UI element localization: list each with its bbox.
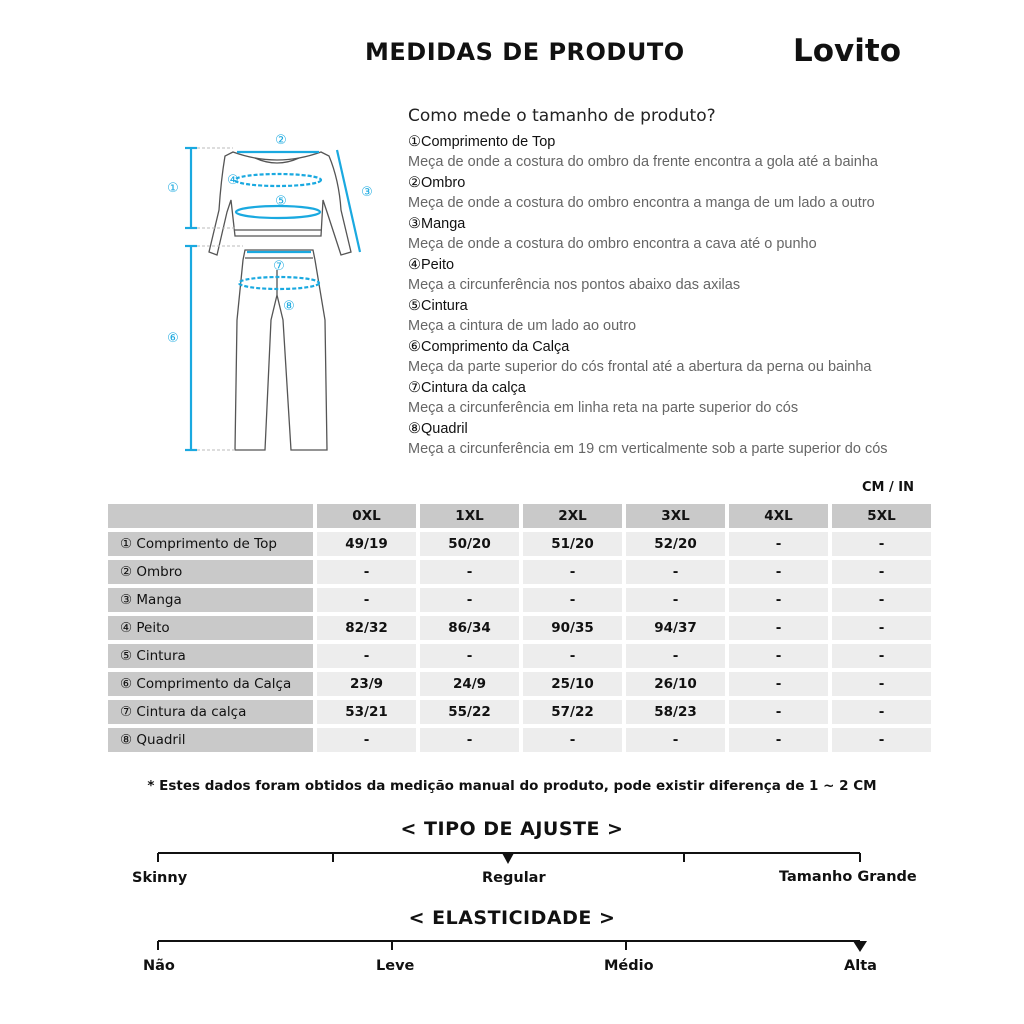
elasticity-label-leve: Leve bbox=[376, 958, 415, 974]
table-cell: 51/20 bbox=[523, 532, 622, 556]
size-header: 4XL bbox=[729, 504, 828, 528]
table-cell: - bbox=[832, 700, 931, 724]
table-cell: - bbox=[420, 560, 519, 584]
table-cell: - bbox=[420, 644, 519, 668]
guide-item-name: ①Comprimento de Top bbox=[408, 134, 556, 150]
table-cell: 55/22 bbox=[420, 700, 519, 724]
fit-label-large: Tamanho Grande bbox=[779, 869, 917, 885]
table-cell: 53/21 bbox=[317, 700, 416, 724]
table-cell: - bbox=[832, 560, 931, 584]
guide-item-desc: Meça a circunferência em 19 cm verticalmente sob a parte superior do cós bbox=[408, 441, 888, 457]
guide-item-name: ④Peito bbox=[408, 257, 455, 273]
table-cell: - bbox=[729, 588, 828, 612]
guide-item-desc: Meça de onde a costura do ombro encontra a cava até o punho bbox=[408, 236, 817, 252]
table-cell: - bbox=[729, 532, 828, 556]
table-cell: - bbox=[832, 616, 931, 640]
table-cell: 58/23 bbox=[626, 700, 725, 724]
elasticity-label-nao: Não bbox=[143, 958, 175, 974]
size-header: 3XL bbox=[626, 504, 725, 528]
marker-4: ④ bbox=[227, 173, 239, 188]
table-cell: - bbox=[523, 588, 622, 612]
table-cell: - bbox=[729, 560, 828, 584]
table-cell: 50/20 bbox=[420, 532, 519, 556]
guide-item-desc: Meça a circunferência em linha reta na parte superior do cós bbox=[408, 400, 799, 416]
marker-5: ⑤ bbox=[275, 194, 287, 209]
elasticity-pointer-icon bbox=[853, 941, 867, 952]
table-cell: 26/10 bbox=[626, 672, 725, 696]
fit-title: < TIPO DE AJUSTE > bbox=[400, 818, 624, 840]
row-label: ① Comprimento de Top bbox=[108, 532, 313, 556]
table-cell: - bbox=[626, 588, 725, 612]
row-label: ⑥ Comprimento da Calça bbox=[108, 672, 313, 696]
elasticity-label-medio: Médio bbox=[604, 958, 654, 974]
table-cell: - bbox=[420, 588, 519, 612]
table-cell: - bbox=[626, 728, 725, 752]
row-label: ② Ombro bbox=[108, 560, 313, 584]
guide-item-name: ③Manga bbox=[408, 216, 466, 232]
size-header: 5XL bbox=[832, 504, 931, 528]
table-cell: 23/9 bbox=[317, 672, 416, 696]
guide-item-desc: Meça a circunferência nos pontos abaixo das axilas bbox=[408, 277, 741, 293]
table-cell: - bbox=[317, 560, 416, 584]
row-label: ⑧ Quadril bbox=[108, 728, 313, 752]
size-header: 0XL bbox=[317, 504, 416, 528]
marker-1: ① bbox=[167, 181, 179, 196]
table-cell: - bbox=[626, 560, 725, 584]
marker-3: ③ bbox=[361, 185, 373, 200]
size-header: 2XL bbox=[523, 504, 622, 528]
size-header: 1XL bbox=[420, 504, 519, 528]
guide-item-name: ⑧Quadril bbox=[408, 421, 468, 437]
guide-item-desc: Meça da parte superior do cós frontal até a abertura da perna ou bainha bbox=[408, 359, 872, 375]
page-title: MEDIDAS DE PRODUTO bbox=[365, 38, 685, 66]
marker-6: ⑥ bbox=[167, 331, 179, 346]
fit-pointer-icon bbox=[502, 853, 514, 864]
guide-item-desc: Meça de onde a costura do ombro encontra a manga de um lado a outro bbox=[408, 195, 875, 211]
measurement-note: * Estes dados foram obtidos da medição manual do produto, pode existir diferença de 1 ~ 2 CM bbox=[147, 778, 877, 794]
guide-item-name: ⑥Comprimento da Calça bbox=[408, 339, 570, 355]
table-cell: - bbox=[832, 672, 931, 696]
table-cell: - bbox=[832, 644, 931, 668]
guide-item-desc: Meça a cintura de um lado ao outro bbox=[408, 318, 637, 334]
table-cell: - bbox=[832, 728, 931, 752]
guide-item-name: ⑤Cintura bbox=[408, 298, 468, 314]
table-cell: - bbox=[729, 728, 828, 752]
fit-label-regular: Regular bbox=[482, 870, 546, 886]
guide-item-name: ⑦Cintura da calça bbox=[408, 380, 526, 396]
table-cell: - bbox=[523, 560, 622, 584]
table-cell: - bbox=[626, 644, 725, 668]
table-cell: 24/9 bbox=[420, 672, 519, 696]
table-cell: - bbox=[729, 616, 828, 640]
table-cell: - bbox=[523, 644, 622, 668]
unit-label: CM / IN bbox=[862, 480, 914, 495]
elasticity-title: < ELASTICIDADE > bbox=[408, 907, 616, 929]
brand-logo: Lovito bbox=[793, 33, 902, 69]
table-cell: 57/22 bbox=[523, 700, 622, 724]
marker-7: ⑦ bbox=[273, 259, 285, 274]
fit-label-skinny: Skinny bbox=[132, 870, 188, 886]
table-cell: - bbox=[317, 644, 416, 668]
row-label: ④ Peito bbox=[108, 616, 313, 640]
guide-item-name: ②Ombro bbox=[408, 175, 466, 191]
row-label: ⑤ Cintura bbox=[108, 644, 313, 668]
table-cell: 90/35 bbox=[523, 616, 622, 640]
table-cell: - bbox=[729, 644, 828, 668]
table-cell: - bbox=[420, 728, 519, 752]
table-cell: 49/19 bbox=[317, 532, 416, 556]
table-cell: 94/37 bbox=[626, 616, 725, 640]
table-cell: - bbox=[317, 588, 416, 612]
marker-2: ② bbox=[275, 133, 287, 148]
table-cell: 82/32 bbox=[317, 616, 416, 640]
table-cell: - bbox=[317, 728, 416, 752]
guide-question: Como mede o tamanho de produto? bbox=[408, 106, 716, 126]
table-cell: 86/34 bbox=[420, 616, 519, 640]
table-cell: 52/20 bbox=[626, 532, 725, 556]
table-cell: - bbox=[523, 728, 622, 752]
table-cell: - bbox=[729, 700, 828, 724]
table-cell: - bbox=[832, 588, 931, 612]
table-cell: 25/10 bbox=[523, 672, 622, 696]
row-label: ⑦ Cintura da calça bbox=[108, 700, 313, 724]
elasticity-label-alta: Alta bbox=[844, 958, 877, 974]
marker-8: ⑧ bbox=[283, 299, 295, 314]
row-label: ③ Manga bbox=[108, 588, 313, 612]
table-cell: - bbox=[832, 532, 931, 556]
table-cell: - bbox=[729, 672, 828, 696]
guide-item-desc: Meça de onde a costura do ombro da frente encontra a gola até a bainha bbox=[408, 154, 878, 170]
